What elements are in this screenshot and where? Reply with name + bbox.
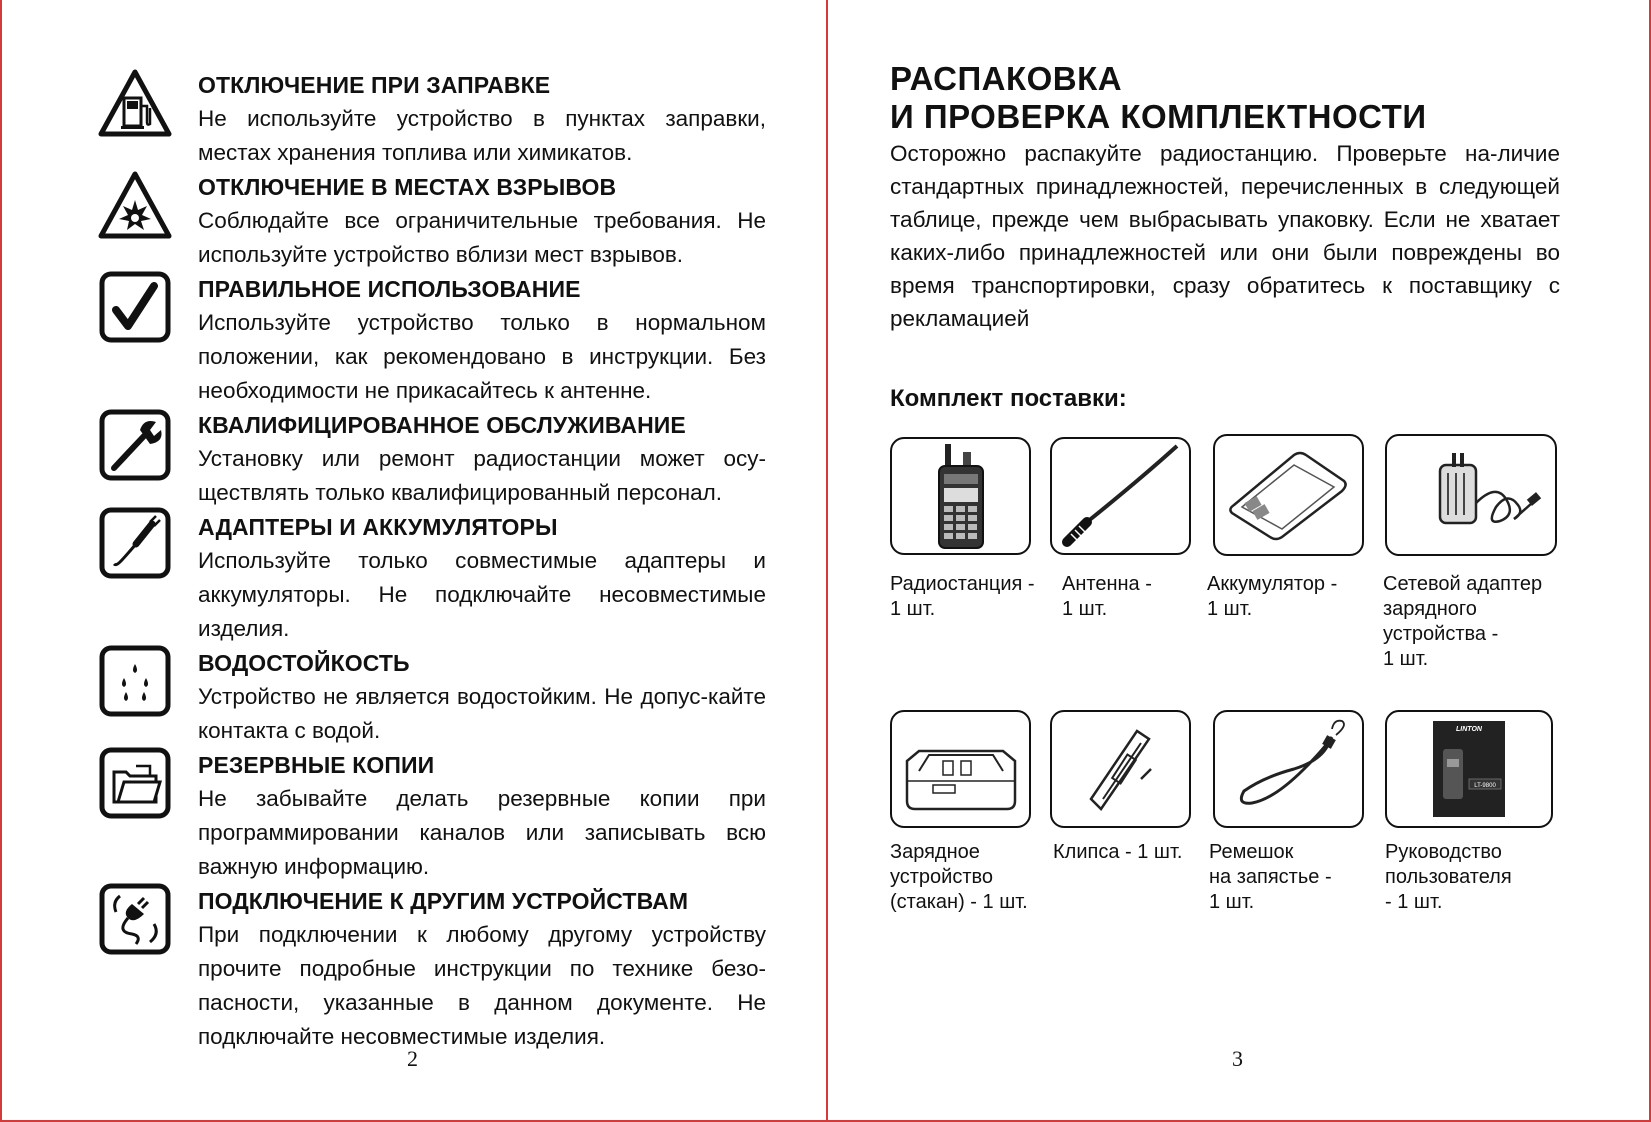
- safety-list: [2, 68, 828, 1054]
- kit-card-charger: [890, 710, 1031, 828]
- kit-label-radio: Радиостанция - 1 шт.: [890, 573, 1035, 620]
- page-number: 3: [1232, 1046, 1243, 1071]
- belt-clip-icon: [1071, 719, 1171, 819]
- kit-label-power-adapter: Сетевой адаптер зарядного устройства - 1 шт.: [1383, 573, 1543, 670]
- page-number: 2: [407, 1046, 418, 1071]
- kit-label-manual: Руководство пользователя - 1 шт.: [1385, 841, 1512, 913]
- safety-text: Используйте только совместимые адаптеры и аккумуляторы. Не подключайте несовместимые изделия.: [198, 548, 766, 641]
- safety-text: Соблюдайте все ограничительные требования. Не используйте устройство вблизи мест взрывов.: [198, 208, 766, 267]
- radio-icon: [931, 442, 991, 550]
- safety-item-backup: [2, 748, 828, 884]
- folder-backup-icon: [98, 746, 172, 820]
- safety-text: Используйте устройство только в нормальном положении, как рекомендовано в инструкции. Без необходимости не прикасайтесь к антенне.: [198, 310, 766, 403]
- safety-text: Не забывайте делать резервные копии при программировании каналов или записывать всю важную информацию.: [198, 786, 766, 879]
- safety-title: РЕЗЕРВНЫЕ КОПИИ: [198, 752, 435, 778]
- safety-item-explosion: [2, 170, 828, 272]
- charger-cradle-icon: [899, 721, 1023, 817]
- kit-card-strap: [1213, 710, 1364, 828]
- safety-title: ВОДОСТОЙКОСТЬ: [198, 650, 410, 676]
- kit-card-manual: [1385, 710, 1553, 828]
- safety-text: Устройство не является водостойким. Не допус-кайте контакта с водой.: [198, 684, 766, 743]
- manual-brand: LINTON: [1456, 726, 1482, 733]
- safety-text: Установку или ремонт радиостанции может осу-ществлять только квалифицированный персонал.: [198, 446, 766, 505]
- fuel-pump-warning-icon: [98, 68, 172, 142]
- manual-model: LT-9800: [1474, 783, 1496, 789]
- safety-title: АДАПТЕРЫ И АККУМУЛЯТОРЫ: [198, 514, 558, 540]
- battery-icon: [1224, 445, 1354, 545]
- kit-card-battery: [1213, 434, 1364, 556]
- kit-label-strap: Ремешок на запястье - 1 шт.: [1209, 841, 1332, 913]
- power-adapter-icon: [1396, 443, 1546, 547]
- section-title: [890, 60, 1427, 136]
- kit-card-radio: [890, 437, 1031, 555]
- user-manual-icon: [1429, 719, 1509, 819]
- adapter-plug-icon: [98, 506, 172, 580]
- antenna-icon: [1057, 442, 1185, 550]
- water-drops-icon: [98, 644, 172, 718]
- wrench-icon: [98, 408, 172, 482]
- explosion-warning-icon: [98, 170, 172, 244]
- kit-title: Комплект поставки:: [890, 385, 1127, 412]
- kit-label-battery: Аккумулятор - 1 шт.: [1207, 573, 1338, 620]
- right-page: [826, 0, 1651, 1122]
- safety-text: При подключении к любому другому устройству прочите подробные инструкции по технике безо-пасности, указанные в данном документе. Не подключайте несовместимые изделия.: [198, 922, 766, 1049]
- safety-title: ОТКЛЮЧЕНИЕ В МЕСТАХ ВЗРЫВОВ: [198, 174, 617, 200]
- safety-item-proper-use: [2, 272, 828, 408]
- safety-item-connection: [2, 884, 828, 1054]
- kit-card-antenna: [1050, 437, 1191, 555]
- unpack-instructions: Осторожно распакуйте радиостанцию. Проверьте на-личие стандартных принадлежностей, перечисленных в следующей таблице, прежде чем выбрасывать упаковку. Если не хватает каких-либо принадлежностей или они были повреждены во время транспортировки, сразу обратитесь к поставщику с рекламацией: [890, 141, 1560, 331]
- safety-item-refueling: [2, 68, 828, 170]
- wrist-strap-icon: [1224, 719, 1354, 819]
- safety-title: ОТКЛЮЧЕНИЕ ПРИ ЗАПРАВКЕ: [198, 72, 551, 98]
- kit-card-power-adapter: [1385, 434, 1557, 556]
- connector-plug-icon: [98, 882, 172, 956]
- section-title-line-2: И ПРОВЕРКА КОМПЛЕКТНОСТИ: [890, 98, 1427, 135]
- kit-label-antenna: Антенна - 1 шт.: [1062, 573, 1152, 620]
- safety-item-service: [2, 408, 828, 510]
- safety-item-water: [2, 646, 828, 748]
- safety-text: Не используйте устройство в пунктах заправки, местах хранения топлива или химикатов.: [198, 106, 766, 165]
- kit-label-charger: Зарядное устройство (стакан) - 1 шт.: [890, 841, 1028, 913]
- safety-title: КВАЛИФИЦИРОВАННОЕ ОБСЛУЖИВАНИЕ: [198, 412, 686, 438]
- checkmark-icon: [98, 270, 172, 344]
- kit-label-clip: Клипса - 1 шт.: [1053, 841, 1183, 863]
- safety-title: ПРАВИЛЬНОЕ ИСПОЛЬЗОВАНИЕ: [198, 276, 581, 302]
- section-title-line-1: РАСПАКОВКА: [890, 60, 1123, 97]
- safety-item-adapters: [2, 510, 828, 646]
- kit-card-clip: [1050, 710, 1191, 828]
- safety-title: ПОДКЛЮЧЕНИЕ К ДРУГИМ УСТРОЙСТВАМ: [198, 888, 689, 914]
